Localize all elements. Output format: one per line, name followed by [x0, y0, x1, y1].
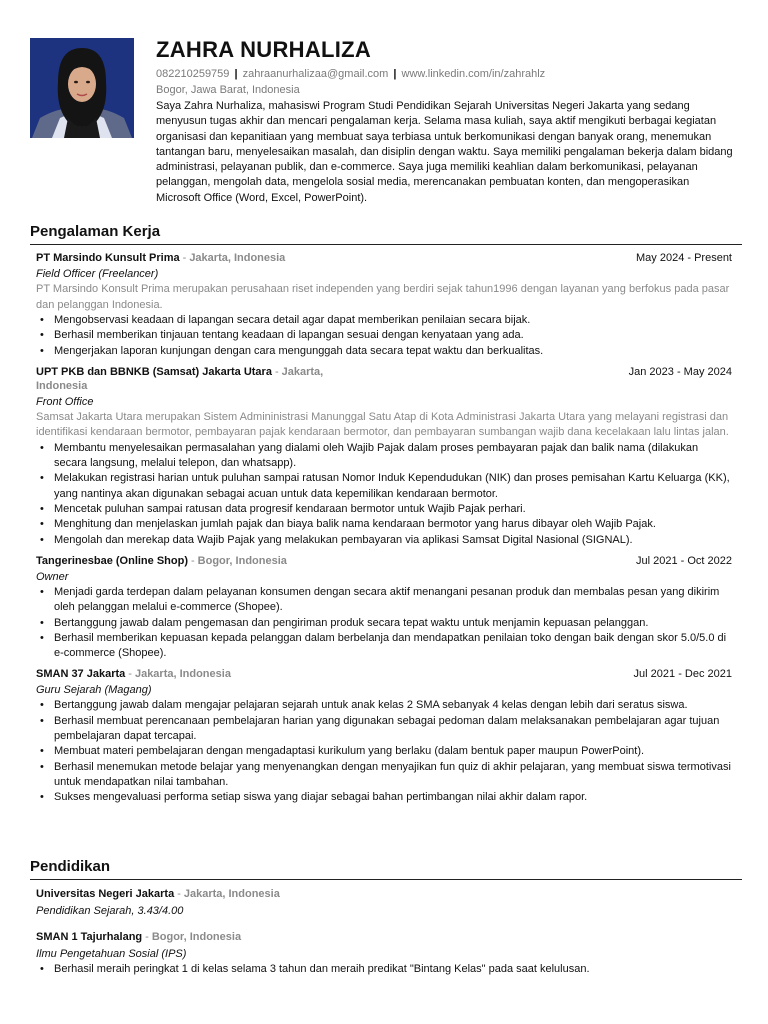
phone-number: 082210259759 — [156, 68, 230, 80]
experience-entry — [36, 365, 732, 548]
profile-summary: Saya Zahra Nurhaliza, mahasiswi Program Studi Pendidikan Sejarah Universitas Negeri Jakarta yang sedang menyusun tugas akhir dan mencari pengalaman kerja. Selama masa kuliah, saya aktif mengikuti berbagai kegiatan organisasi dan kepanitiaan yang membuat saya terbiasa untuk berkomunikasi dengan banyak orang, menemukan tantangan baru, menyelesaikan masalah, dan disiplin dengan waktu. Saya memiliki pengalaman bekerja dalam bidang administrasi, pelayanan publik, dan e-commerce. Saya juga memiliki keahlian dalam berkomunikasi, pelayanan pelanggan, mengolah data, mengelola sosial media, merencanakan pembuatan konten, dan mengoperasikan Microsoft Office (Word, Excel, PowerPoint). — [156, 100, 733, 204]
achievement-item: • Berhasil meraih peringkat 1 di kelas selama 3 tahun dan meraih predikat "Bintang Kelas" pada saat kelulusan. — [36, 962, 732, 977]
organization-location: Jakarta, Indonesia — [134, 668, 231, 681]
title-dash: - — [274, 365, 279, 378]
title-dash: - — [190, 554, 195, 567]
achievement-item: • Membantu menyelesaikan permasalahan yang dialami oleh Wajib Pajak dalam proses pembayaran pajak dan balik nama (dilakukan secara langsung, melalui telepon, dan whatsapp). — [36, 441, 732, 472]
study-detail: Ilmu Pengetahuan Sosial (IPS) — [36, 948, 187, 960]
school-name: SMAN 1 Tajurhalang — [36, 931, 143, 943]
contact-line — [156, 66, 736, 82]
achievement-item: • Berhasil membuat perencanaan pembelajaran harian yang digunakan sebagai pedoman dalam melaksanakan pembelajaran agar tujuan pembelajaran dapat tercapai. — [36, 714, 732, 745]
achievement-item: • Menjadi garda terdepan dalam pelayanan konsumen dengan secara aktif menangani pesanan produk dan membalas pesan yang dikirim oleh pelanggan melalui e-commerce (Shopee). — [36, 585, 732, 616]
section-title-education: Pendidikan — [30, 857, 742, 880]
achievement-item: • Bertanggung jawab dalam pengemasan dan pengiriman produk secara tepat waktu untuk menjamin kepuasan pelanggan. — [36, 616, 732, 631]
candidate-location: Bogor, Jawa Barat, Indonesia — [156, 84, 300, 96]
achievement-item: • Mengerjakan laporan kunjungan dengan cara mengunggah data secara tepat waktu dan berkualitas. — [36, 344, 732, 359]
achievement-item: • Bertanggung jawab dalam mengajar pelajaran sejarah untuk anak kelas 2 SMA sebanyak 4 kelas dengan lebih dari seratus siswa. — [36, 698, 732, 713]
school-title — [36, 929, 732, 945]
education-section — [30, 857, 742, 987]
organization-location: Jakarta, Indonesia — [36, 365, 324, 392]
resume-header — [156, 36, 736, 206]
organization-location: Bogor, Indonesia — [197, 554, 287, 567]
study-detail: Pendidikan Sejarah, 3.43/4.00 — [36, 905, 184, 917]
linkedin-link[interactable]: www.linkedin.com/in/zahrahlz — [401, 68, 546, 80]
entry-title — [36, 667, 231, 681]
experience-entry — [36, 554, 732, 661]
date-range: Jul 2021 - Dec 2021 — [633, 668, 732, 681]
experience-list — [30, 245, 742, 806]
achievement-item: • Membuat materi pembelajaran dengan mengadaptasi kurikulum yang berlaku (dalam bentuk paper maupun PowerPoint). — [36, 744, 732, 759]
school-name: Universitas Negeri Jakarta — [36, 888, 175, 900]
job-role: Field Officer (Freelancer) — [36, 268, 159, 280]
organization-name: Tangerinesbae (Online Shop) — [36, 554, 188, 567]
education-list — [30, 880, 742, 977]
email-link[interactable]: zahraanurhalizaa@gmail.com — [242, 68, 389, 80]
date-range: Jan 2023 - May 2024 — [628, 365, 732, 378]
title-dash: - — [182, 252, 187, 264]
school-location: Jakarta, Indonesia — [183, 888, 280, 900]
achievement-list — [36, 441, 732, 548]
experience-entry — [36, 251, 732, 359]
entry-title — [36, 365, 356, 393]
achievement-item: • Berhasil memberikan tinjauan tentang keadaan di lapangan sesuai dengan kenyataan yang ada. — [36, 328, 732, 343]
organization-description: Samsat Jakarta Utara merupakan Sistem Admininistrasi Manunggal Satu Atap di Kota Administrasi Jakarta Utara yang melayani registrasi dan identifikasi kendaraan bermotor, pembayaran pajak kendaraan bermotor, dan pembayaran sumbangan wajib dana kecelakaan lalu lintas jalan. — [36, 410, 729, 439]
contact-separator: | — [393, 68, 397, 80]
organization-name: UPT PKB dan BBNKB (Samsat) Jakarta Utara — [36, 365, 272, 378]
job-role: Owner — [36, 570, 69, 583]
experience-entry — [36, 667, 732, 805]
organization-name: SMAN 37 Jakarta — [36, 668, 126, 681]
education-entry — [36, 929, 732, 977]
organization-name: PT Marsindo Kunsult Prima — [36, 252, 180, 264]
date-range: Jul 2021 - Oct 2022 — [635, 554, 732, 567]
contact-separator: | — [234, 68, 238, 80]
organization-description: PT Marsindo Konsult Prima merupakan perusahaan riset independen yang berdiri sejak tahun1996 dengan layanan yang berfokus pada pasar dan pelanggan Indonesia. — [36, 283, 730, 311]
achievement-item: • Sukses mengevaluasi performa setiap siswa yang diajar sebagai bahan pertimbangan nilai akhir dalam rapor. — [36, 790, 732, 805]
achievement-list — [36, 698, 732, 805]
title-dash: - — [128, 668, 132, 681]
section-title-experience: Pengalaman Kerja — [30, 222, 742, 245]
entry-header — [36, 251, 732, 265]
school-location: Bogor, Indonesia — [151, 931, 242, 943]
achievement-list — [36, 585, 732, 661]
profile-photo — [30, 38, 134, 138]
achievement-item: • Melakukan registrasi harian untuk puluhan sampai ratusan Nomor Induk Kependudukan (NIK) dan proses pemisahan Kartu Keluarga (KK), yang nantinya akan digunakan sebagai acuan untuk data kepemilikan kendaraan bermotor. — [36, 471, 732, 502]
job-role: Front Office — [36, 395, 94, 408]
title-dash: - — [145, 931, 149, 943]
achievement-item: • Berhasil menemukan metode belajar yang menyenangkan dengan menyajikan fun quiz di akhir pelajaran, yang membuat siswa termotivasi untuk mendapatkan nilai tambahan. — [36, 760, 732, 791]
avatar-illustration — [30, 38, 134, 138]
candidate-name: ZAHRA NURHALIZA — [156, 37, 372, 62]
title-dash: - — [177, 888, 181, 900]
achievement-item: • Menghitung dan menjelaskan jumlah pajak dan biaya balik nama kendaraan bermotor yang harus dibayar oleh Wajib Pajak. — [36, 517, 732, 532]
entry-header — [36, 667, 732, 681]
achievement-item: • Mencetak puluhan sampai ratusan data progresif kendaraan bermotor untuk Wajib Pajak perhari. — [36, 502, 732, 517]
achievement-item: • Berhasil memberikan kepuasan kepada pelanggan dalam berbelanja dan mendapatkan penilaian toko dengan baik dengan skor 5.0/5.0 di e-commerce (Shopee). — [36, 631, 732, 662]
school-title — [36, 886, 732, 902]
organization-location: Jakarta, Indonesia — [189, 252, 286, 264]
entry-title — [36, 251, 285, 265]
achievement-list — [36, 962, 732, 977]
education-entry — [36, 886, 732, 919]
job-role: Guru Sejarah (Magang) — [36, 684, 152, 697]
achievement-list — [36, 313, 732, 359]
achievement-item: • Mengobservasi keadaan di lapangan secara detail agar dapat memberikan penilaian secara bijak. — [36, 313, 732, 328]
date-range: May 2024 - Present — [636, 252, 732, 264]
experience-section — [30, 222, 742, 812]
entry-header — [36, 365, 732, 393]
entry-header — [36, 554, 732, 568]
entry-title — [36, 554, 287, 568]
achievement-item: • Mengolah dan merekap data Wajib Pajak yang melakukan pembayaran via aplikasi Samsat Digital Nasional (SIGNAL). — [36, 533, 732, 548]
